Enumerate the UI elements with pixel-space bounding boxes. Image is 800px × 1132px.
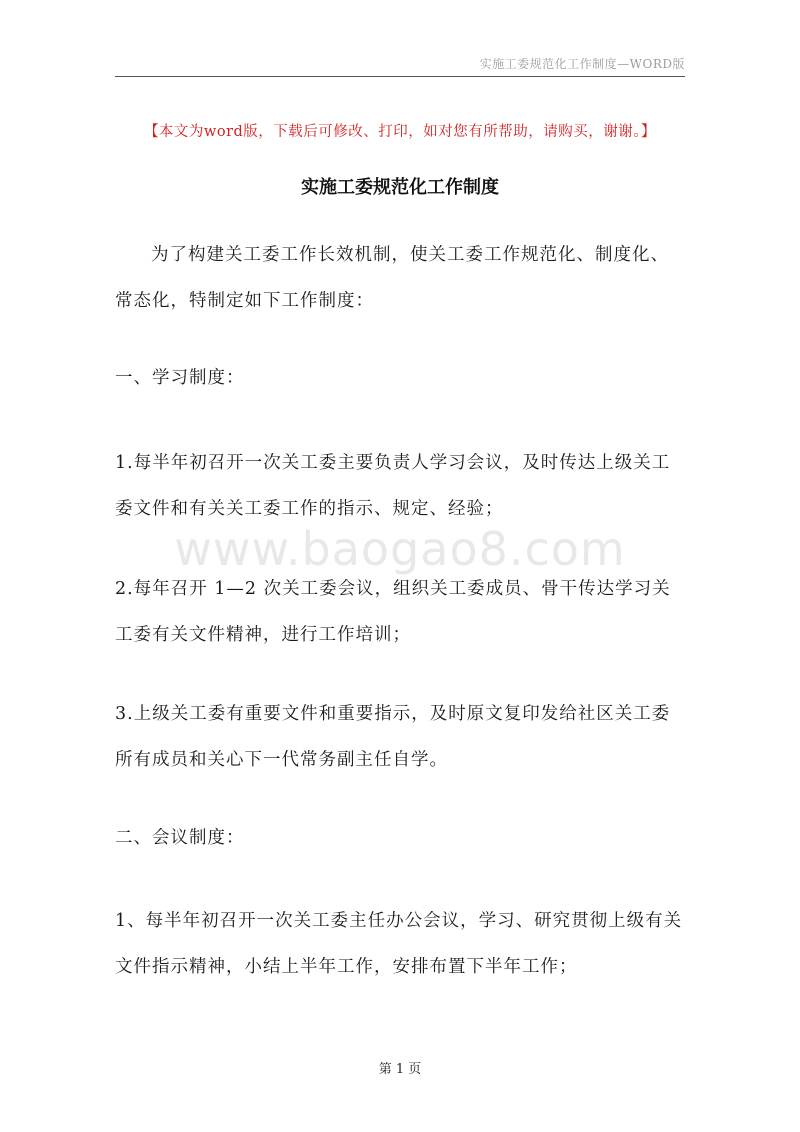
page-number: 第 1 页 xyxy=(378,1062,422,1077)
watermark: www.baogao8.com xyxy=(174,522,626,576)
section-heading-meeting: 二、会议制度： xyxy=(115,828,245,848)
document-title: 实施工委规范化工作制度 xyxy=(301,177,499,198)
meeting-item-1: 1、每半年初召开一次关工委主任办公会议，学习、研究贯彻上级有关文件指示精神，小结上半年工作，安排布置下半年工作； xyxy=(115,911,683,977)
study-item-3: 3.上级关工委有重要文件和重要指示，及时原文复印发给社区关工委所有成员和关心下一代常务副主任自学。 xyxy=(115,704,671,770)
header-divider xyxy=(115,76,685,77)
study-item-2: 2.每年召开 1—2 次关工委会议，组织关工委成员、骨干传达学习关工委有关文件精神，进行工作培训； xyxy=(115,579,671,645)
purchase-notice: 【本文为word版，下载后可修改、打印，如对您有所帮助，请购买，谢谢。】 xyxy=(143,124,657,140)
study-item-1: 1.每半年初召开一次关工委主要负责人学习会议，及时传达上级关工委文件和有关关工委工作的指示、规定、经验； xyxy=(115,453,671,519)
running-header: 实施工委规范化工作制度—WORD版 xyxy=(479,57,685,71)
section-heading-study: 一、学习制度： xyxy=(115,368,245,388)
intro-paragraph: 为了构建关工委工作长效机制，使关工委工作规范化、制度化、常态化，特制定如下工作制度： xyxy=(115,245,669,311)
